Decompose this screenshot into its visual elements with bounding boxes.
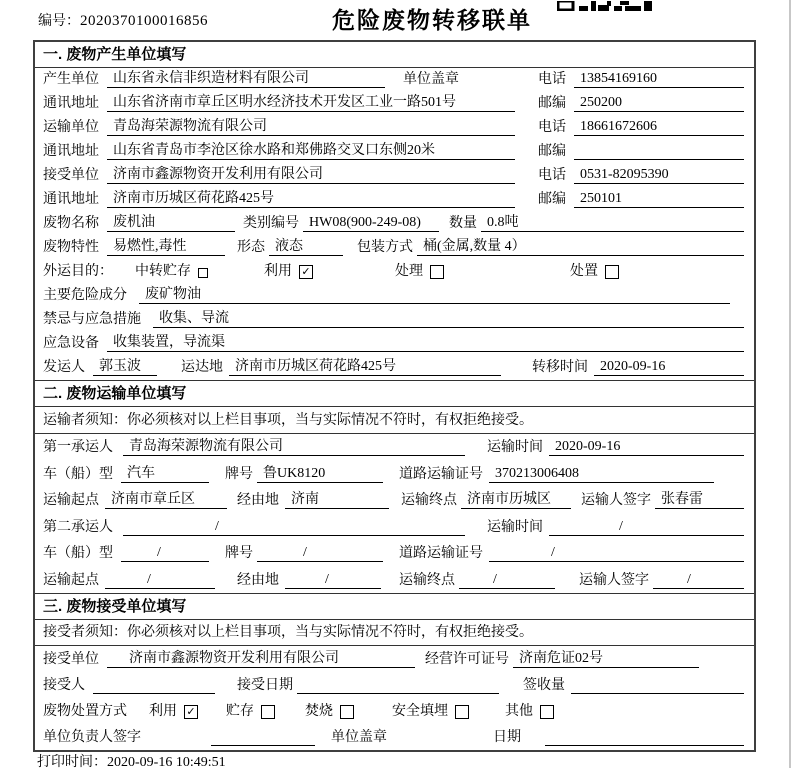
category-code-value: HW08(900-249-08) xyxy=(303,215,439,232)
row-receiving-unit xyxy=(35,646,754,672)
disposal-option-utilize: 利用 xyxy=(149,703,177,719)
transport-phone-value: 18661672606 xyxy=(574,119,744,136)
zip-label: 邮编 xyxy=(538,96,566,111)
purpose-option-storage: 中转贮存 xyxy=(135,264,191,279)
receiver-unit-label: 接受单位 xyxy=(43,168,99,183)
packaging-label: 包装方式 xyxy=(357,240,413,255)
shipper-value: 郭玉波 xyxy=(93,356,157,376)
checkbox-storage xyxy=(198,268,208,278)
serial-label: 编号： xyxy=(38,14,80,29)
license-value: 济南危证02号 xyxy=(513,647,699,668)
road-permit-value: 370213006408 xyxy=(489,466,714,483)
row-producer-unit xyxy=(35,68,754,92)
transport-zip-value xyxy=(574,143,744,160)
section3-header: 三. 废物接受单位填写 xyxy=(35,594,754,620)
carrier-signature-2-value: / xyxy=(653,572,744,589)
producer-zip-value: 250200 xyxy=(574,95,744,112)
row-transfer-purpose xyxy=(35,260,754,284)
receiving-unit-value: 济南市鑫源物资开发利用有限公司 xyxy=(107,647,415,668)
row-receiver-address xyxy=(35,188,754,212)
purpose-option-treat: 处理 xyxy=(395,264,423,279)
row-precautions xyxy=(35,308,754,332)
main-hazard-value: 废矿物油 xyxy=(139,284,730,304)
row-disposal-method xyxy=(35,698,754,724)
transport-time-label: 运输时间 xyxy=(487,440,543,455)
row-producer-address xyxy=(35,92,754,116)
row-route-2 xyxy=(35,566,754,593)
producer-phone-value: 13854169160 xyxy=(574,71,744,88)
waste-traits-value: 易燃性,毒性 xyxy=(107,236,225,256)
main-hazard-label: 主要危险成分 xyxy=(43,288,127,303)
vehicle-type-2-value: / xyxy=(121,545,209,562)
row-waste-name xyxy=(35,212,754,236)
checkbox-disposal-utilize-checked: ✓ xyxy=(184,705,198,719)
via-label: 经由地 xyxy=(237,493,279,508)
packaging-value: 桶(金属,数量 4） xyxy=(417,236,744,256)
endpoint-value: 济南市历城区 xyxy=(461,488,571,509)
checkbox-treat xyxy=(430,265,444,279)
disposal-option-other: 其他 xyxy=(505,703,533,719)
receiving-unit-label: 接受单位 xyxy=(43,651,99,667)
emergency-equipment-label: 应急设备 xyxy=(43,336,99,351)
print-time-line xyxy=(37,751,226,771)
zip-label: 邮编 xyxy=(538,144,566,159)
phone-label: 电话 xyxy=(538,168,566,183)
received-amount-value xyxy=(571,677,744,694)
manifest-form xyxy=(33,40,756,752)
checkbox-disposal-other xyxy=(540,705,554,719)
row-transporter-notice xyxy=(35,407,754,434)
checkbox-disposal-incinerate xyxy=(340,705,354,719)
purpose-label: 外运目的： xyxy=(43,264,113,279)
transfer-time-label: 转移时间 xyxy=(532,360,588,375)
row-first-carrier xyxy=(35,434,754,461)
second-carrier-value: / xyxy=(123,519,465,536)
zip-label: 邮编 xyxy=(538,192,566,207)
print-time-value: 2020-09-16 10:49:51 xyxy=(107,755,226,770)
section1-header: 一. 废物产生单位填写 xyxy=(35,42,754,68)
row-shipper xyxy=(35,356,754,380)
waste-traits-label: 废物特性 xyxy=(43,240,99,255)
transporter-notice-text: 运输者须知：你必须核对以上栏目事项，当与实际情况不符时，有权拒绝接受。 xyxy=(43,412,533,428)
transport-unit-value: 青岛海荣源物流有限公司 xyxy=(107,116,515,136)
producer-unit-label: 产生单位 xyxy=(43,72,99,87)
via-value: 济南 xyxy=(285,488,389,509)
section-transporter xyxy=(35,380,754,593)
form-title: 危险废物转移联单 xyxy=(332,7,532,33)
checkbox-disposal-storage xyxy=(261,705,275,719)
checkbox-utilize-checked: ✓ xyxy=(299,265,313,279)
unit-seal-label: 单位盖章 xyxy=(331,729,387,745)
quantity-label: 数量 xyxy=(449,216,477,231)
row-waste-traits xyxy=(35,236,754,260)
plate-label: 牌号 xyxy=(225,546,253,561)
receiver-phone-value: 0531-82095390 xyxy=(574,167,744,184)
carrier-signature-label: 运输人签字 xyxy=(581,493,651,508)
row-emergency-equipment xyxy=(35,332,754,356)
disposal-option-landfill: 安全填埋 xyxy=(392,703,448,719)
received-amount-label: 签收量 xyxy=(523,677,565,693)
row-receiver-unit xyxy=(35,164,754,188)
shipper-label: 发运人 xyxy=(43,360,85,375)
destination-label: 运达地 xyxy=(181,360,223,375)
row-receiver-person xyxy=(35,672,754,698)
category-code-label: 类别编号 xyxy=(243,216,299,231)
road-permit-label: 道路运输证号 xyxy=(399,466,483,482)
row-transport-address xyxy=(35,140,754,164)
address-label: 通讯地址 xyxy=(43,144,99,159)
address-label: 通讯地址 xyxy=(43,192,99,207)
vehicle-type-value: 汽车 xyxy=(121,462,209,483)
quantity-value: 0.8吨 xyxy=(481,212,744,232)
endpoint-2-value: / xyxy=(459,572,555,589)
serial-number: 2020370100016856 xyxy=(80,13,208,29)
plate-2-value: / xyxy=(257,545,383,562)
second-carrier-label: 第二承运人 xyxy=(43,519,113,535)
transport-address-value: 山东省青岛市李沧区徐水路和郑佛路交叉口东侧20米 xyxy=(107,140,515,160)
section-producer xyxy=(35,42,754,380)
carrier-signature-value: 张春雷 xyxy=(655,488,744,509)
page-edge-divider xyxy=(789,0,791,768)
phone-label: 电话 xyxy=(538,120,566,135)
emergency-equipment-value: 收集装置，导流渠 xyxy=(107,332,744,352)
first-carrier-label: 第一承运人 xyxy=(43,440,113,455)
purpose-option-utilize: 利用 xyxy=(264,264,292,279)
page-header xyxy=(0,0,796,40)
receiver-person-label: 接受人 xyxy=(43,677,85,693)
plate-label: 牌号 xyxy=(225,466,253,482)
date-value xyxy=(545,729,744,746)
section-receiver xyxy=(35,593,754,750)
row-responsible-signature xyxy=(35,724,754,750)
receiver-unit-value: 济南市鑫源物资开发利用有限公司 xyxy=(107,164,515,184)
responsible-signature-label: 单位负责人签字 xyxy=(43,729,141,745)
qr-code-partial-icon xyxy=(557,0,653,16)
waste-name-label: 废物名称 xyxy=(43,216,99,231)
carrier-signature-label: 运输人签字 xyxy=(579,572,649,588)
endpoint-label: 运输终点 xyxy=(401,493,457,508)
road-permit-2-value: / xyxy=(489,545,744,562)
row-transport-unit xyxy=(35,116,754,140)
producer-address-value: 山东省济南市章丘区明水经济技术开发区工业一路501号 xyxy=(107,92,515,112)
form-state-value: 液态 xyxy=(269,236,343,256)
transport-time-2-value: / xyxy=(549,519,744,536)
disposal-option-storage: 贮存 xyxy=(226,703,254,719)
receiver-address-value: 济南市历城区荷花路425号 xyxy=(107,188,515,208)
disposal-method-label: 废物处置方式 xyxy=(43,703,127,719)
producer-unit-value: 山东省永信非织造材料有限公司 xyxy=(107,68,385,88)
vehicle-type-label: 车（船）型 xyxy=(43,546,113,561)
section2-header: 二. 废物运输单位填写 xyxy=(35,381,754,407)
checkbox-disposal-landfill xyxy=(455,705,469,719)
serial-number-line xyxy=(38,10,208,30)
first-carrier-value: 青岛海荣源物流有限公司 xyxy=(123,435,465,456)
vehicle-type-label: 车（船）型 xyxy=(43,466,113,482)
destination-value: 济南市历城区荷花路425号 xyxy=(229,356,501,376)
responsible-signature-value xyxy=(211,729,315,746)
receiver-person-value xyxy=(93,677,215,694)
precautions-label: 禁忌与应急措施 xyxy=(43,312,141,327)
phone-label: 电话 xyxy=(538,72,566,87)
plate-value: 鲁UK8120 xyxy=(257,462,383,483)
transport-time-value: 2020-09-16 xyxy=(549,439,744,456)
disposal-option-incinerate: 焚烧 xyxy=(305,703,333,719)
origin-2-value: / xyxy=(105,572,215,589)
receive-date-label: 接受日期 xyxy=(237,677,293,693)
row-route-1 xyxy=(35,487,754,514)
row-second-carrier xyxy=(35,513,754,540)
via-label: 经由地 xyxy=(237,572,279,588)
road-permit-label: 道路运输证号 xyxy=(399,546,483,561)
row-receiver-notice xyxy=(35,620,754,646)
row-vehicle-type-2 xyxy=(35,540,754,567)
via-2-value: / xyxy=(285,572,381,589)
receiver-notice-text: 接受者须知：你必须核对以上栏目事项，当与实际情况不符时，有权拒绝接受。 xyxy=(43,625,533,640)
row-vehicle-type-1 xyxy=(35,460,754,487)
checkbox-dispose xyxy=(605,265,619,279)
receive-date-value xyxy=(297,677,499,694)
date-label: 日期 xyxy=(493,729,521,745)
endpoint-label: 运输终点 xyxy=(399,572,455,588)
license-label: 经营许可证号 xyxy=(425,651,509,667)
purpose-option-dispose: 处置 xyxy=(570,264,598,279)
waste-name-value: 废机油 xyxy=(107,212,235,232)
origin-value: 济南市章丘区 xyxy=(105,488,227,509)
unit-seal-label: 单位盖章 xyxy=(403,72,459,87)
form-state-label: 形态 xyxy=(237,240,265,255)
receiver-zip-value: 250101 xyxy=(574,191,744,208)
transport-time-label: 运输时间 xyxy=(487,519,543,535)
transport-unit-label: 运输单位 xyxy=(43,120,99,135)
print-time-label: 打印时间： xyxy=(37,755,107,770)
row-main-hazard xyxy=(35,284,754,308)
transfer-time-value: 2020-09-16 xyxy=(594,359,744,376)
origin-label: 运输起点 xyxy=(43,572,99,588)
origin-label: 运输起点 xyxy=(43,493,99,508)
address-label: 通讯地址 xyxy=(43,96,99,111)
precautions-value: 收集、导流 xyxy=(153,308,744,328)
